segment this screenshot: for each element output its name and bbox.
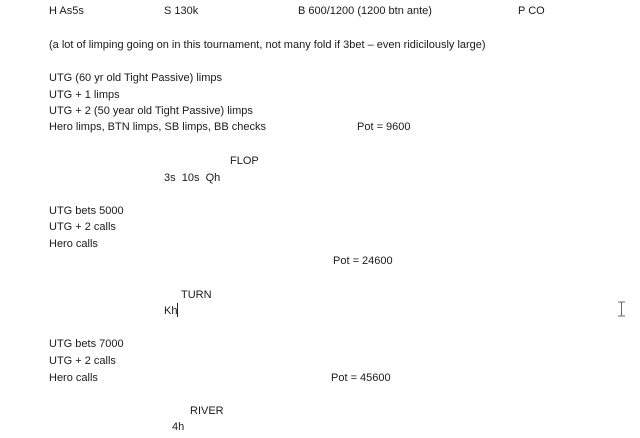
turn-action: UTG bets 7000 [49,338,124,350]
river-heading: RIVER [190,405,224,417]
preflop-line: Hero limps, BTN limps, SB limps, BB checks [49,121,266,133]
flop-cards: 3s 10s Qh [164,172,221,184]
hand-label: H As5s [49,5,84,17]
turn-heading: TURN [181,289,212,301]
flop-heading: FLOP [230,155,259,167]
preflop-line: UTG + 1 limps [49,89,120,101]
river-card: 4h [172,421,185,433]
text-cursor-caret [177,303,178,317]
turn-pot: Pot = 45600 [331,372,391,384]
preflop-line: UTG + 2 (50 year old Tight Passive) limps [49,105,253,117]
preflop-line: UTG (60 yr old Tight Passive) limps [49,72,222,84]
flop-action: UTG + 2 calls [49,221,116,233]
preflop-pot: Pot = 9600 [357,121,411,133]
blinds-label: B 600/1200 (1200 btn ante) [298,5,432,17]
position-label: P CO [518,5,545,17]
turn-card: Kh [164,305,178,317]
note-text: (a lot of limping going on in this tournament, not many fold if 3bet – even ridicilously large) [49,39,486,51]
flop-pot: Pot = 24600 [333,255,393,267]
turn-action: UTG + 2 calls [49,355,116,367]
stack-label: S 130k [164,5,199,17]
turn-action: Hero calls [49,372,98,384]
flop-action: Hero calls [49,238,98,250]
ibeam-cursor-icon [617,301,626,317]
flop-action: UTG bets 5000 [49,205,124,217]
